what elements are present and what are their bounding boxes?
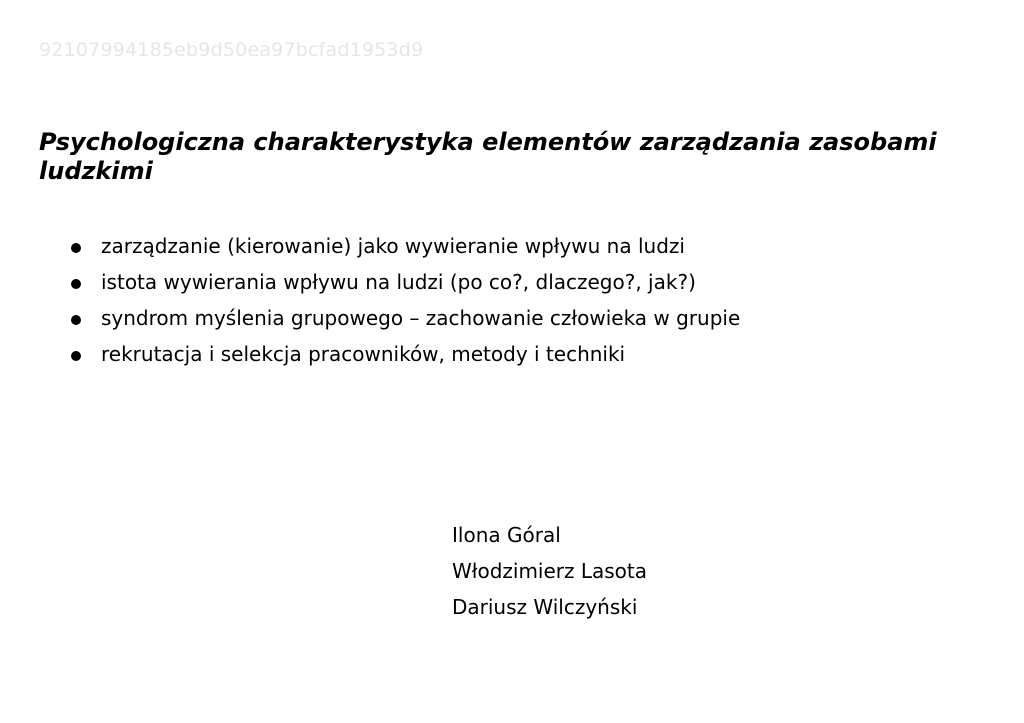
bullet-icon bbox=[71, 279, 81, 289]
document-id-code: 92107994185eb9d50ea97bcfad1953d9 bbox=[39, 39, 424, 61]
bullet-icon bbox=[71, 243, 81, 253]
author-name: Włodzimierz Lasota bbox=[452, 559, 648, 583]
author-list bbox=[452, 520, 647, 628]
author-name: Ilona Góral bbox=[452, 523, 561, 547]
list-item-text: rekrutacja i selekcja pracowników, metody i techniki bbox=[101, 342, 626, 366]
bullet-icon bbox=[71, 315, 81, 325]
author-name: Dariusz Wilczyński bbox=[452, 595, 638, 619]
list-item-text: zarządzanie (kierowanie) jako wywieranie wpływu na ludzi bbox=[101, 234, 685, 258]
document-title: Psychologiczna charakterystyka elementów zarządzania zasobami ludzkimi bbox=[39, 128, 937, 185]
list-item-text: istota wywierania wpływu na ludzi (po co?, dlaczego?, jak?) bbox=[101, 270, 696, 294]
bullet-icon bbox=[71, 351, 81, 361]
list-item-text: syndrom myślenia grupowego – zachowanie człowieka w grupie bbox=[101, 306, 741, 330]
